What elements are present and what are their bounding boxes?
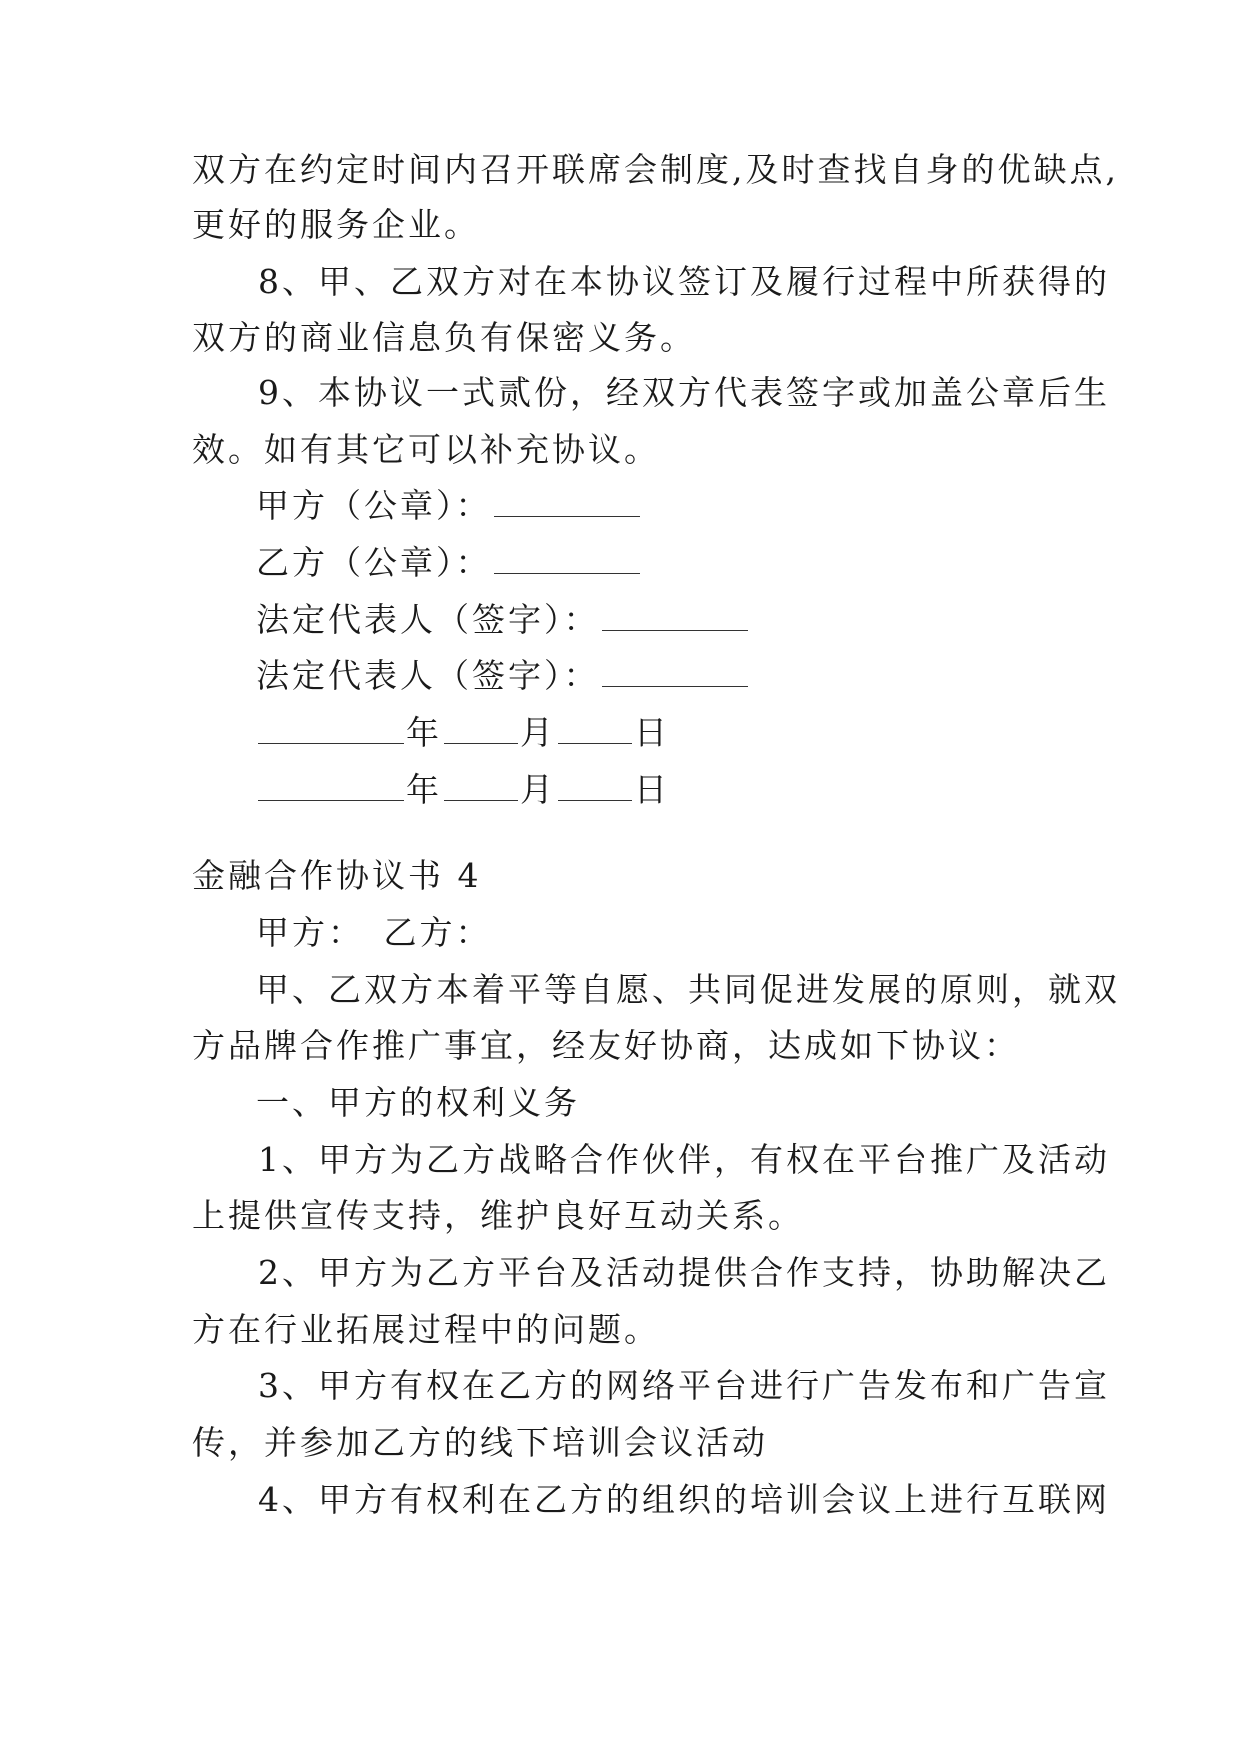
paragraph-line: 2、甲方为乙方平台及活动提供合作支持，协助解决乙	[258, 1253, 1110, 1292]
legal-rep-label: 法定代表人（签字）：	[256, 656, 600, 695]
paragraph-line: 传，并参加乙方的线下培训会议活动	[192, 1423, 768, 1462]
legal-rep-line-2	[256, 656, 750, 696]
year-label: 年	[406, 770, 442, 809]
paragraph-line: 双方在约定时间内召开联席会制度,及时查找自身的优缺点,	[192, 150, 1119, 189]
paragraph-line: 效。如有其它可以补充协议。	[192, 430, 660, 469]
legal-rep-line-1	[256, 600, 750, 640]
paragraph-line: 1、甲方为乙方战略合作伙伴，有权在平台推广及活动	[258, 1140, 1110, 1179]
date-line-1	[256, 713, 670, 753]
date-line-2	[256, 770, 670, 810]
day-label: 日	[634, 770, 670, 809]
year-blank	[258, 770, 404, 801]
month-label: 月	[520, 713, 556, 752]
section-heading: 一、甲方的权利义务	[256, 1083, 580, 1122]
day-blank	[558, 713, 632, 744]
paragraph-line: 上提供宣传支持，维护良好互动关系。	[192, 1196, 804, 1235]
paragraph-line: 9、本协议一式贰份，经双方代表签字或加盖公章后生	[258, 373, 1110, 412]
year-blank	[258, 713, 404, 744]
paragraph-line: 4、甲方有权利在乙方的组织的培训会议上进行互联网	[258, 1480, 1110, 1519]
month-blank	[444, 713, 518, 744]
section-title: 金融合作协议书 4	[192, 856, 482, 895]
legal-rep-blank	[602, 656, 748, 687]
month-label: 月	[520, 770, 556, 809]
year-label: 年	[406, 713, 442, 752]
party-a-seal-line	[256, 486, 642, 526]
paragraph-line: 更好的服务企业。	[192, 205, 480, 244]
day-label: 日	[634, 713, 670, 752]
legal-rep-blank	[602, 600, 748, 631]
parties-line: 甲方： 乙方：	[256, 913, 492, 952]
party-a-seal-blank	[494, 486, 640, 517]
paragraph-line: 甲、乙双方本着平等自愿、共同促进发展的原则，就双	[256, 970, 1120, 1009]
paragraph-line: 3、甲方有权在乙方的网络平台进行广告发布和广告宣	[258, 1366, 1110, 1405]
paragraph-line: 双方的商业信息负有保密义务。	[192, 318, 696, 357]
paragraph-line: 方在行业拓展过程中的问题。	[192, 1310, 660, 1349]
party-b-seal-label: 乙方（公章）：	[256, 543, 492, 582]
party-a-seal-label: 甲方（公章）：	[256, 486, 492, 525]
day-blank	[558, 770, 632, 801]
party-b-seal-blank	[494, 543, 640, 574]
paragraph-line: 方品牌合作推广事宜，经友好协商，达成如下协议：	[192, 1026, 1020, 1065]
party-b-seal-line	[256, 543, 642, 583]
legal-rep-label: 法定代表人（签字）：	[256, 600, 600, 639]
paragraph-line: 8、甲、乙双方对在本协议签订及履行过程中所获得的	[258, 262, 1110, 301]
month-blank	[444, 770, 518, 801]
